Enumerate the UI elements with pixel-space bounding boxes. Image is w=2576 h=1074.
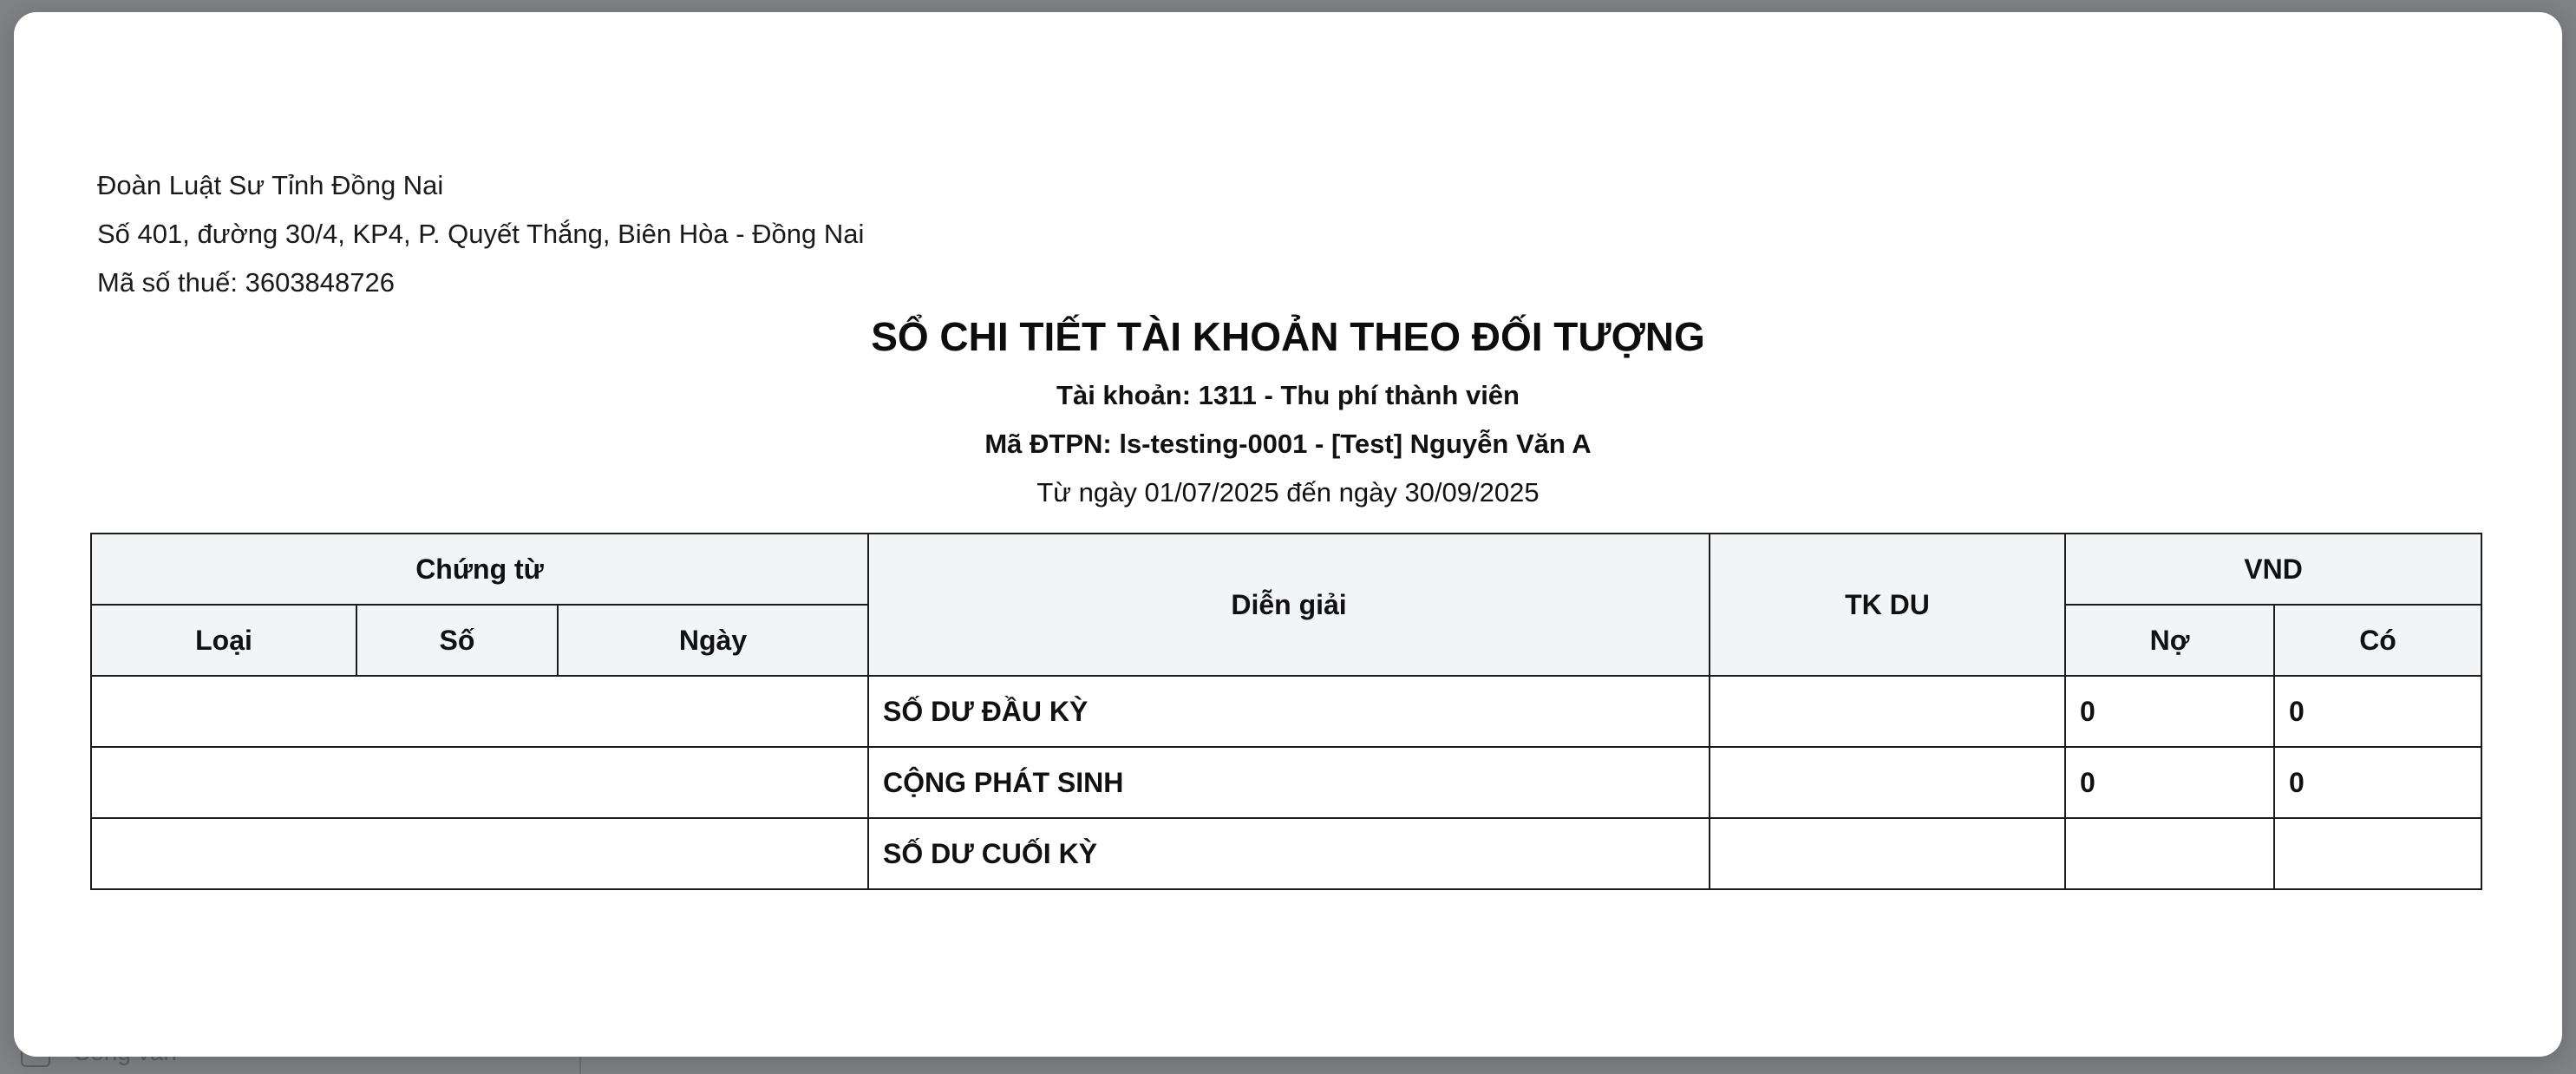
debit-cell xyxy=(2065,818,2274,889)
credit-cell: 0 xyxy=(2274,676,2481,747)
report-date-range: Từ ngày 01/07/2025 đến ngày 30/09/2025 xyxy=(1036,477,1540,508)
header-date: Ngày xyxy=(558,605,868,676)
table-row xyxy=(91,747,2481,818)
org-tax-code: Mã số thuế: 3603848726 xyxy=(97,267,395,298)
report-subject: Mã ĐTPN: ls-testing-0001 - [Test] Nguyễn Văn A xyxy=(984,429,1592,459)
row-label: SỐ DƯ CUỐI KỲ xyxy=(868,818,1710,889)
voucher-cell xyxy=(91,676,868,747)
debit-cell: 0 xyxy=(2065,676,2274,747)
credit-cell xyxy=(2274,818,2481,889)
row-label: SỐ DƯ ĐẦU KỲ xyxy=(868,676,1710,747)
counter-account-cell xyxy=(1710,747,2065,818)
voucher-cell xyxy=(91,747,868,818)
header-number: Số xyxy=(356,605,558,676)
header-debit: Nợ xyxy=(2065,605,2274,676)
organization-info xyxy=(97,161,864,307)
counter-account-cell xyxy=(1710,818,2065,889)
row-label: CỘNG PHÁT SINH xyxy=(868,747,1710,818)
report-header xyxy=(14,302,2562,517)
header-type: Loại xyxy=(91,605,356,676)
report-title: SỔ CHI TIẾT TÀI KHOẢN THEO ĐỐI TƯỢNG xyxy=(871,314,1705,359)
org-address: Số 401, đường 30/4, KP4, P. Quyết Thắng, Biên Hòa - Đồng Nai xyxy=(97,219,865,249)
table-row xyxy=(91,818,2481,889)
table-row xyxy=(91,676,2481,747)
header-voucher-group: Chứng từ xyxy=(91,534,868,605)
report-preview-modal xyxy=(14,12,2562,1057)
debit-cell: 0 xyxy=(2065,747,2274,818)
header-currency-group: VND xyxy=(2065,534,2481,605)
report-account: Tài khoản: 1311 - Thu phí thành viên xyxy=(1056,380,1520,410)
counter-account-cell xyxy=(1710,676,2065,747)
credit-cell: 0 xyxy=(2274,747,2481,818)
ledger-table xyxy=(90,533,2482,890)
voucher-cell xyxy=(91,818,868,889)
header-description: Diễn giải xyxy=(868,534,1710,676)
header-credit: Có xyxy=(2274,605,2481,676)
org-name: Đoàn Luật Sư Tỉnh Đồng Nai xyxy=(97,170,444,200)
header-counter-account: TK DU xyxy=(1710,534,2065,676)
